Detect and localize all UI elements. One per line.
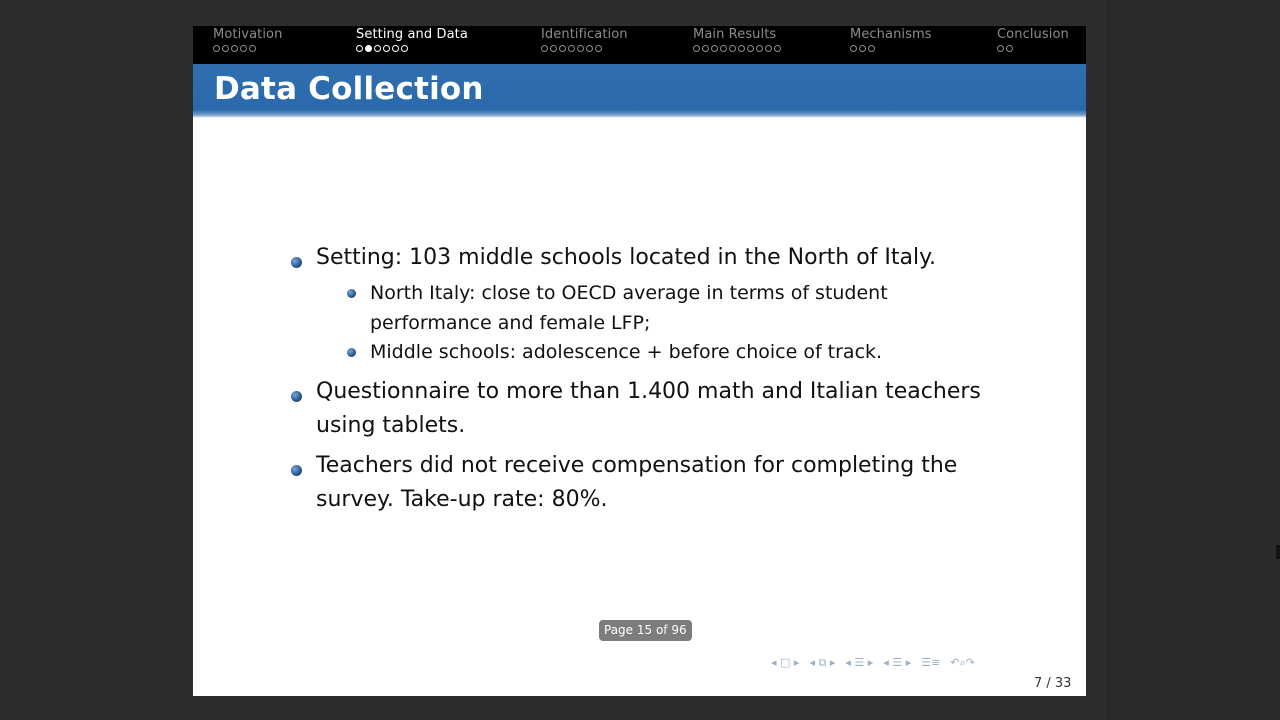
nav-dot[interactable] xyxy=(383,45,390,52)
nav-dot[interactable] xyxy=(711,45,718,52)
prev-arrow-icon[interactable]: ◂ xyxy=(809,656,815,669)
bullet-item xyxy=(316,449,957,517)
nav-section-label: Mechanisms xyxy=(850,27,932,42)
nav-dot[interactable] xyxy=(568,45,575,52)
nav-section-label: Conclusion xyxy=(997,27,1069,42)
nav-dot[interactable] xyxy=(765,45,772,52)
nav-section-label: Main Results xyxy=(693,27,777,42)
nav-dots xyxy=(693,45,781,52)
nav-dot[interactable] xyxy=(231,45,238,52)
nav-section-main-results[interactable] xyxy=(693,27,781,63)
slide-page-number: 7 / 33 xyxy=(1034,676,1072,691)
next-arrow-icon[interactable]: ▸ xyxy=(829,656,836,669)
nav-dot[interactable] xyxy=(702,45,709,52)
sub-bullet-icon xyxy=(347,289,356,298)
slide-title: Data Collection xyxy=(214,71,484,107)
nav-dot[interactable] xyxy=(577,45,584,52)
prev-arrow-icon[interactable]: ◂ xyxy=(845,656,851,669)
nav-dot[interactable] xyxy=(859,45,866,52)
bullet-item xyxy=(316,241,936,275)
nav-dot[interactable] xyxy=(249,45,256,52)
nav-section-mechanisms[interactable] xyxy=(850,27,932,63)
nav-dots xyxy=(850,45,932,52)
nav-dot[interactable] xyxy=(756,45,763,52)
nav-dot[interactable] xyxy=(850,45,857,52)
next-arrow-icon[interactable]: ▸ xyxy=(905,656,912,669)
undo-icon[interactable]: ↶ xyxy=(950,656,960,669)
redo-icon[interactable]: ↷ xyxy=(965,656,975,669)
slide-page xyxy=(193,26,1086,696)
nav-section-setting-and-data[interactable] xyxy=(356,27,468,63)
nav-dot[interactable] xyxy=(738,45,745,52)
nav-dot[interactable] xyxy=(774,45,781,52)
nav-dot[interactable] xyxy=(541,45,548,52)
nav-dot[interactable] xyxy=(586,45,593,52)
nav-dot[interactable] xyxy=(213,45,220,52)
prev-arrow-icon[interactable]: ◂ xyxy=(883,656,889,669)
bullet-icon xyxy=(291,465,302,476)
nav-dot[interactable] xyxy=(693,45,700,52)
nav-dots xyxy=(541,45,628,52)
nav-dot[interactable] xyxy=(595,45,602,52)
sub-bullet-item xyxy=(370,278,888,338)
bullet-text: Middle schools: adolescence + before choice of track. xyxy=(370,341,883,363)
bullet-icon xyxy=(291,391,302,402)
bullet-text-line: Teachers did not receive compensation for completing the xyxy=(316,453,958,478)
nav-dots xyxy=(997,45,1069,52)
next-arrow-icon[interactable]: ▸ xyxy=(793,656,800,669)
nav-dot[interactable] xyxy=(747,45,754,52)
sub-bullet-item xyxy=(370,337,882,367)
bullet-item xyxy=(316,375,981,443)
bullet-text-line: North Italy: close to OECD average in terms of student xyxy=(370,282,888,304)
nav-dot[interactable] xyxy=(550,45,557,52)
section-icon[interactable]: ☰ xyxy=(850,656,868,669)
bullet-text-line: survey. Take-up rate: 80%. xyxy=(316,487,608,512)
next-arrow-icon[interactable]: ▸ xyxy=(867,656,874,669)
nav-dot[interactable] xyxy=(997,45,1004,52)
nav-dot[interactable] xyxy=(1006,45,1013,52)
nav-dot[interactable] xyxy=(401,45,408,52)
bullet-text-line: Questionnaire to more than 1.400 math and Italian teachers xyxy=(316,379,981,404)
nav-dot[interactable] xyxy=(729,45,736,52)
prev-arrow-icon[interactable]: ◂ xyxy=(771,656,777,669)
viewer-margin xyxy=(1106,0,1280,720)
mouse-cursor xyxy=(1276,545,1280,559)
nav-dot[interactable] xyxy=(240,45,247,52)
nav-dot[interactable] xyxy=(392,45,399,52)
title-bar xyxy=(193,64,1086,118)
bullet-text: Setting: 103 middle schools located in the North of Italy. xyxy=(316,245,936,270)
nav-section-identification[interactable] xyxy=(541,27,628,63)
bullet-text-line: performance and female LFP; xyxy=(370,312,651,334)
nav-dot[interactable] xyxy=(720,45,727,52)
frame-icon[interactable]: □ xyxy=(776,656,794,669)
nav-section-label: Motivation xyxy=(213,27,283,42)
nav-section-label: Identification xyxy=(541,27,628,42)
search-icon[interactable]: ⌕ xyxy=(959,656,966,669)
nav-dot[interactable] xyxy=(559,45,566,52)
section-navbar xyxy=(193,26,1086,64)
bullet-icon xyxy=(291,257,302,268)
nav-section-label: Setting and Data xyxy=(356,27,468,42)
outline-icon[interactable]: ☰≡ xyxy=(921,656,941,669)
nav-dot[interactable] xyxy=(356,45,363,52)
page-indicator-badge: Page 15 of 96 xyxy=(599,620,692,641)
nav-dot[interactable] xyxy=(374,45,381,52)
nav-section-conclusion[interactable] xyxy=(997,27,1069,63)
subsection-icon[interactable]: ⧉ xyxy=(814,656,830,669)
nav-dot[interactable] xyxy=(868,45,875,52)
slide-content xyxy=(193,118,1086,696)
nav-section-motivation[interactable] xyxy=(213,27,282,63)
nav-dots xyxy=(356,45,468,52)
bullet-text-line: using tablets. xyxy=(316,413,466,438)
sub-bullet-icon xyxy=(347,348,356,357)
beamer-navigation-controls xyxy=(771,655,975,671)
nav-dot[interactable] xyxy=(365,45,372,52)
section-icon[interactable]: ☰ xyxy=(888,656,906,669)
nav-dot[interactable] xyxy=(222,45,229,52)
nav-dots xyxy=(213,45,282,52)
